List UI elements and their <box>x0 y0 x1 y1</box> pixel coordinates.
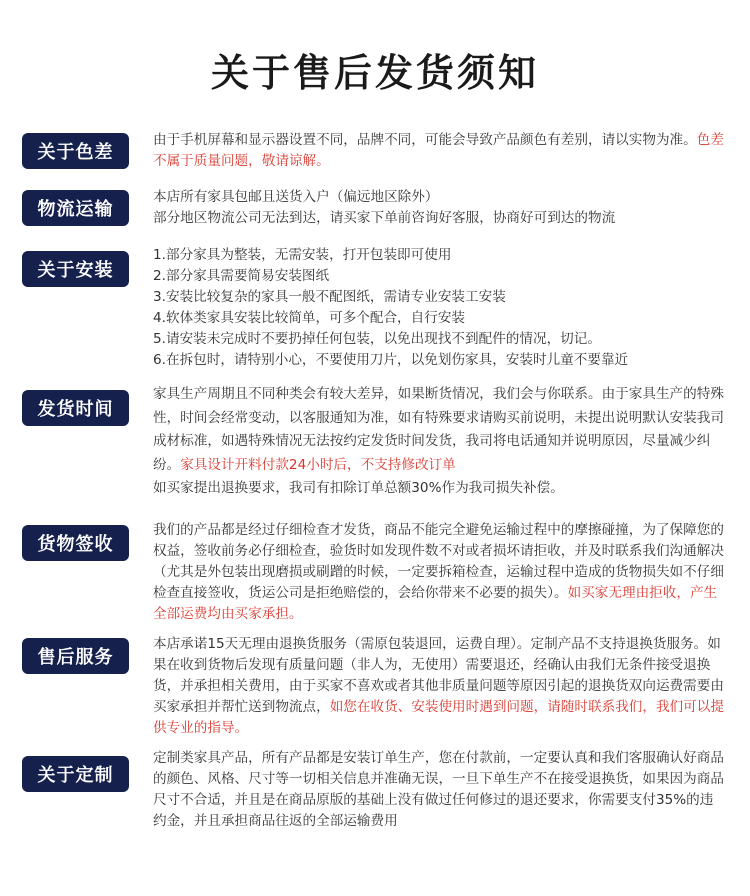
section-line: 4.软体类家具安装比较简单，可多个配合，自行安装 <box>153 310 466 326</box>
section-text: 家具生产周期且不同种类会有较大差异，如果断货情况，我们会与你联系。由于家具生产的特殊性，时间会经常变动，以客服通知为准，如有特殊要求请购买前说明，未提出说明默认安装我司成材标准，如遇特殊情况无法按约定发货时间发货，我司将电话通知并说明原因，尽量减少纠纷。 <box>153 386 724 473</box>
section-body-receipt <box>153 520 725 625</box>
section-tag-receipt: 货物签收 <box>22 525 129 561</box>
section-line: 3.安装比较复杂的家具一般不配图纸，需请专业安装工安装 <box>153 289 506 305</box>
section-tag-customization: 关于定制 <box>22 756 129 792</box>
section-line: 5.请安装未完成时不要扔掉任何包装，以免出现找不到配件的情况，切记。 <box>153 331 601 347</box>
section-line: 6.在拆包时，请特别小心，不要使用刀片，以免划伤家具，安装时儿童不要靠近 <box>153 352 629 368</box>
section-text: 我们的产品都是经过仔细检查才发货，商品不能完全避免运输过程中的摩擦碰撞，为了保障您的权益，签收前务必仔细检查，验货时如发现件数不对或者损坏请拒收，并及时联系我们沟通解决（尤其是外包装出现磨损或刷蹭的时候，一定要拆箱检查，运输过程中造成的货物损失如不仔细检查直接签收，货运公司是拒绝赔偿的，会给你带来不必要的损失）。 <box>153 522 724 601</box>
section-tag-installation: 关于安装 <box>22 251 129 287</box>
section-tag-logistics: 物流运输 <box>22 190 129 226</box>
section-text: 定制类家具产品，所有产品都是安装订单生产，您在付款前，一定要认真和我们客服确认好商品的颜色、风格、尺寸等一切相关信息并准确无误，一旦下单生产不在接受退换货，如果因为商品尺寸不合适，并且是在商品原版的基础上没有做过任何修过的退还要求，你需要支付35%的违约金，并且承担商品往返的全部运输费用 <box>153 750 724 829</box>
section-text: 由于手机屏幕和显示器设置不同，品牌不同，可能会导致产品颜色有差别，请以实物为准。 <box>153 132 697 148</box>
section-body-after-sales <box>153 634 725 739</box>
section-tag-color-difference: 关于色差 <box>22 133 129 169</box>
section-line: 部分地区物流公司无法到达，请买家下单前咨询好客服，协商好可到达的物流 <box>153 210 616 226</box>
section-tag-after-sales: 售后服务 <box>22 638 129 674</box>
section-text: 本店承诺15天无理由退换货服务（需原包装退回，运费自理）。定制产品不支持退换货服务。如果在收到货物后发现有质量问题（非人为，无使用）需要退还，经确认由我们无条件接受退换货，并承担相关费用，由于买家不喜欢或者其他非质量问题等原因引起的退换货双向运费需要由买家承担并帮忙送到物流点， <box>153 636 724 715</box>
section-note: 家具设计开料付款24小时后，不支持修改订单 <box>180 456 456 473</box>
section-line: 2.部分家具需要简易安装图纸 <box>153 268 330 284</box>
section-body-color-difference <box>153 130 725 172</box>
section-note: 如买家无理由拒收，产生全部运费均由买家承担。 <box>153 585 718 622</box>
section-note: 色差不属于质量问题，敬请谅解。 <box>153 132 724 169</box>
section-line: 1.部分家具为整装，无需安装，打开包装即可使用 <box>153 247 452 263</box>
section-note: 如您在收货、安装使用时遇到问题，请随时联系我们，我们可以提供专业的指导。 <box>153 699 724 736</box>
section-body-customization <box>153 748 725 832</box>
section-body-logistics <box>153 187 725 229</box>
page-title: 关于售后发货须知 <box>210 51 539 95</box>
section-tag-shipping-time: 发货时间 <box>22 390 129 426</box>
section-tail: 如买家提出退换要求，我司有扣除订单总额30%作为我司损失补偿。 <box>153 480 564 497</box>
section-line: 本店所有家具包邮且送货入户（偏远地区除外） <box>153 189 439 205</box>
section-body-installation <box>153 245 725 371</box>
section-body-shipping-time <box>153 383 725 501</box>
